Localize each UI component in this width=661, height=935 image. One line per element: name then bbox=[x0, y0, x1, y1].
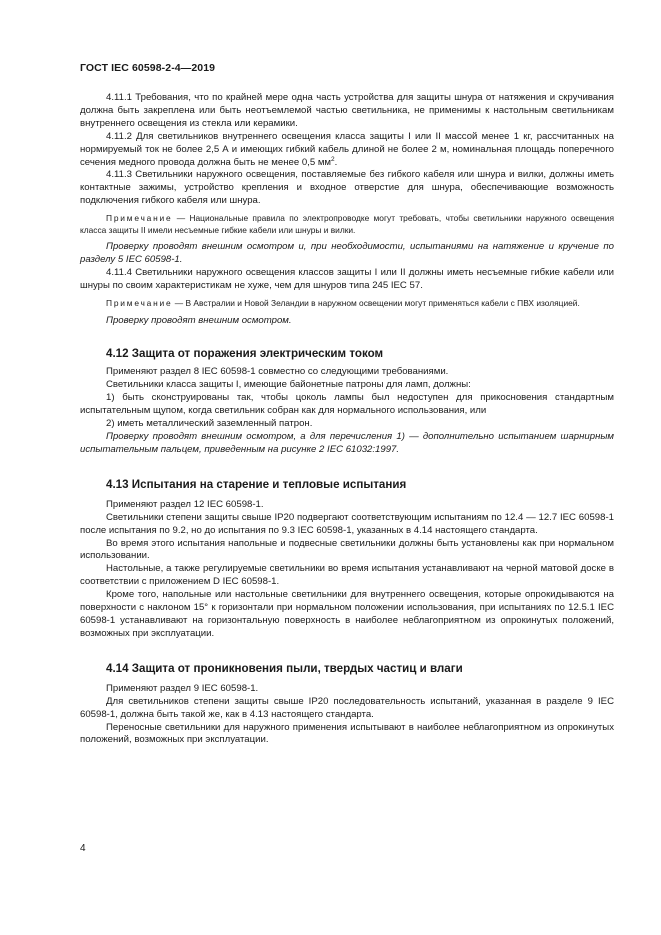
paragraph-4-11-4: 4.11.4 Светильники наружного освещения классов защиты I или II должны иметь несъемные гибкие кабели или шнуры по своим характеристикам не хуже, чем для шнуров типа 245 IEC 57. bbox=[80, 267, 614, 292]
check-1: Проверку проводят внешним осмотром и, при необходимости, испытаниями на натяжение и кручение по разделу 5 IEC 60598-1. bbox=[80, 241, 614, 266]
section-4-12-heading: 4.12 Защита от поражения электрическим током bbox=[106, 347, 384, 361]
section-4-13-p4: Настольные, а также регулируемые светильники во время испытания устанавливают на черной матовой доске в соответствии с приложением D IEC 60598-1. bbox=[80, 563, 614, 588]
note-1-text: — Национальные правила по электропроводке могут требовать, чтобы светильники наружного освещения класса защиты II имели несъемные гибкие кабели или шнуры и вилки. bbox=[80, 213, 614, 235]
section-4-12-p5: Проверку проводят внешним осмотром, а для перечисления 1) — дополнительно испытанием шарнирным испытательным пальцем, приведенным на рисунке 2 IEC 61032:1997. bbox=[80, 431, 614, 455]
paragraph-4-11-2 bbox=[80, 131, 614, 170]
note-1 bbox=[80, 213, 614, 236]
section-4-13-p3: Во время этого испытания напольные и подвесные светильники должны быть установлены как при нормальном использовании. bbox=[80, 537, 614, 562]
check-2: Проверку проводят внешним осмотром. bbox=[106, 314, 292, 326]
section-4-12-p4: 2) иметь металлический заземленный патрон. bbox=[106, 418, 313, 430]
paragraph-4-11-3: 4.11.3 Светильники наружного освещения, поставляемые без гибкого кабеля или шнура и вилки, должны иметь контактные зажимы, устройство крепления и входное отверстие для шнура, обеспечивающие возможность подключения гибкого кабеля или шнура. bbox=[80, 169, 614, 207]
note-2-label: Примечание bbox=[106, 297, 173, 308]
section-4-13-p1: Применяют раздел 12 IEC 60598-1. bbox=[106, 498, 264, 510]
document-body bbox=[80, 92, 614, 747]
note-2-text: — В Австралии и Новой Зеландии в наружном освещении могут применяться кабели с ПВХ изоляцией. bbox=[172, 297, 580, 308]
section-4-12-p1: Применяют раздел 8 IEC 60598-1 совместно со следующими требованиями. bbox=[106, 366, 449, 378]
section-4-12-p3: 1) быть сконструированы так, чтобы цоколь лампы был недоступен для прикосновения стандартным испытательным щупом, когда светильник собран как для нормального использования, или bbox=[80, 392, 614, 417]
paragraph-4-11-2-end: . bbox=[334, 156, 338, 168]
section-4-14-p1: Применяют раздел 9 IEC 60598-1. bbox=[106, 682, 259, 694]
document-header: ГОСТ IEC 60598-2-4—2019 bbox=[80, 62, 216, 74]
section-4-14-p2: Для светильников степени защиты свыше IP20 последовательность испытаний, указанная в разделе 9 IEC 60598-1, должна быть такой же, как в 4.13 настоящего стандарта. bbox=[80, 695, 614, 720]
section-4-13-heading: 4.13 Испытания на старение и тепловые испытания bbox=[106, 477, 407, 491]
paragraph-4-11-2-text: 4.11.2 Для светильников внутреннего освещения класса защиты I или II массой менее 1 кг, рассчитанных на нормируемый ток не более 2,5 А и имеющих гибкий кабель длиной не более 2 м, номинальная площадь поперечного сечения медного провода должна быть не менее 0,5 мм bbox=[80, 130, 614, 168]
superscript: 2 bbox=[331, 155, 335, 163]
page-number: 4 bbox=[80, 843, 86, 854]
section-4-13-p5: Кроме того, напольные или настольные светильники для внутреннего освещения, которые опрокидываются на поверхности с наклоном 15° к горизонтали при нормальном положении использования, при испытаниях по 12.5.1 IEC 60598-1 устанавливают на горизонтальную поверхность в наиболее неблагоприятном из опрокинутых положений, возможных при эксплуатации. bbox=[80, 589, 614, 639]
section-4-14-heading: 4.14 Защита от проникновения пыли, твердых частиц и влаги bbox=[106, 661, 463, 675]
section-4-13-p2: Светильники степени защиты свыше IP20 подвергают соответствующим испытаниям по 12.4 — 12.7 IEC 60598-1 после испытания по 9.2, но до испытания по 9.3 IEC 60598-1, указанных в 4.14 настоящего стандарта. bbox=[80, 511, 614, 536]
section-4-12-p2: Светильники класса защиты I, имеющие байонетные патроны для ламп, должны: bbox=[106, 379, 471, 391]
section-4-14-p3: Переносные светильники для наружного применения испытывают в наиболее неблагоприятном из опрокинутых положений, возможных при эксплуатации. bbox=[80, 721, 614, 746]
note-2 bbox=[80, 298, 614, 310]
paragraph-4-11-1: 4.11.1 Требования, что по крайней мере одна часть устройства для защиты шнура от натяжения и скручивания должна быть закреплена или быть неотъемлемой частью светильника, не применимы к настольным светильникам внутреннего освещения из стекла или керамики. bbox=[80, 92, 614, 129]
note-1-label: Примечание bbox=[106, 213, 173, 224]
